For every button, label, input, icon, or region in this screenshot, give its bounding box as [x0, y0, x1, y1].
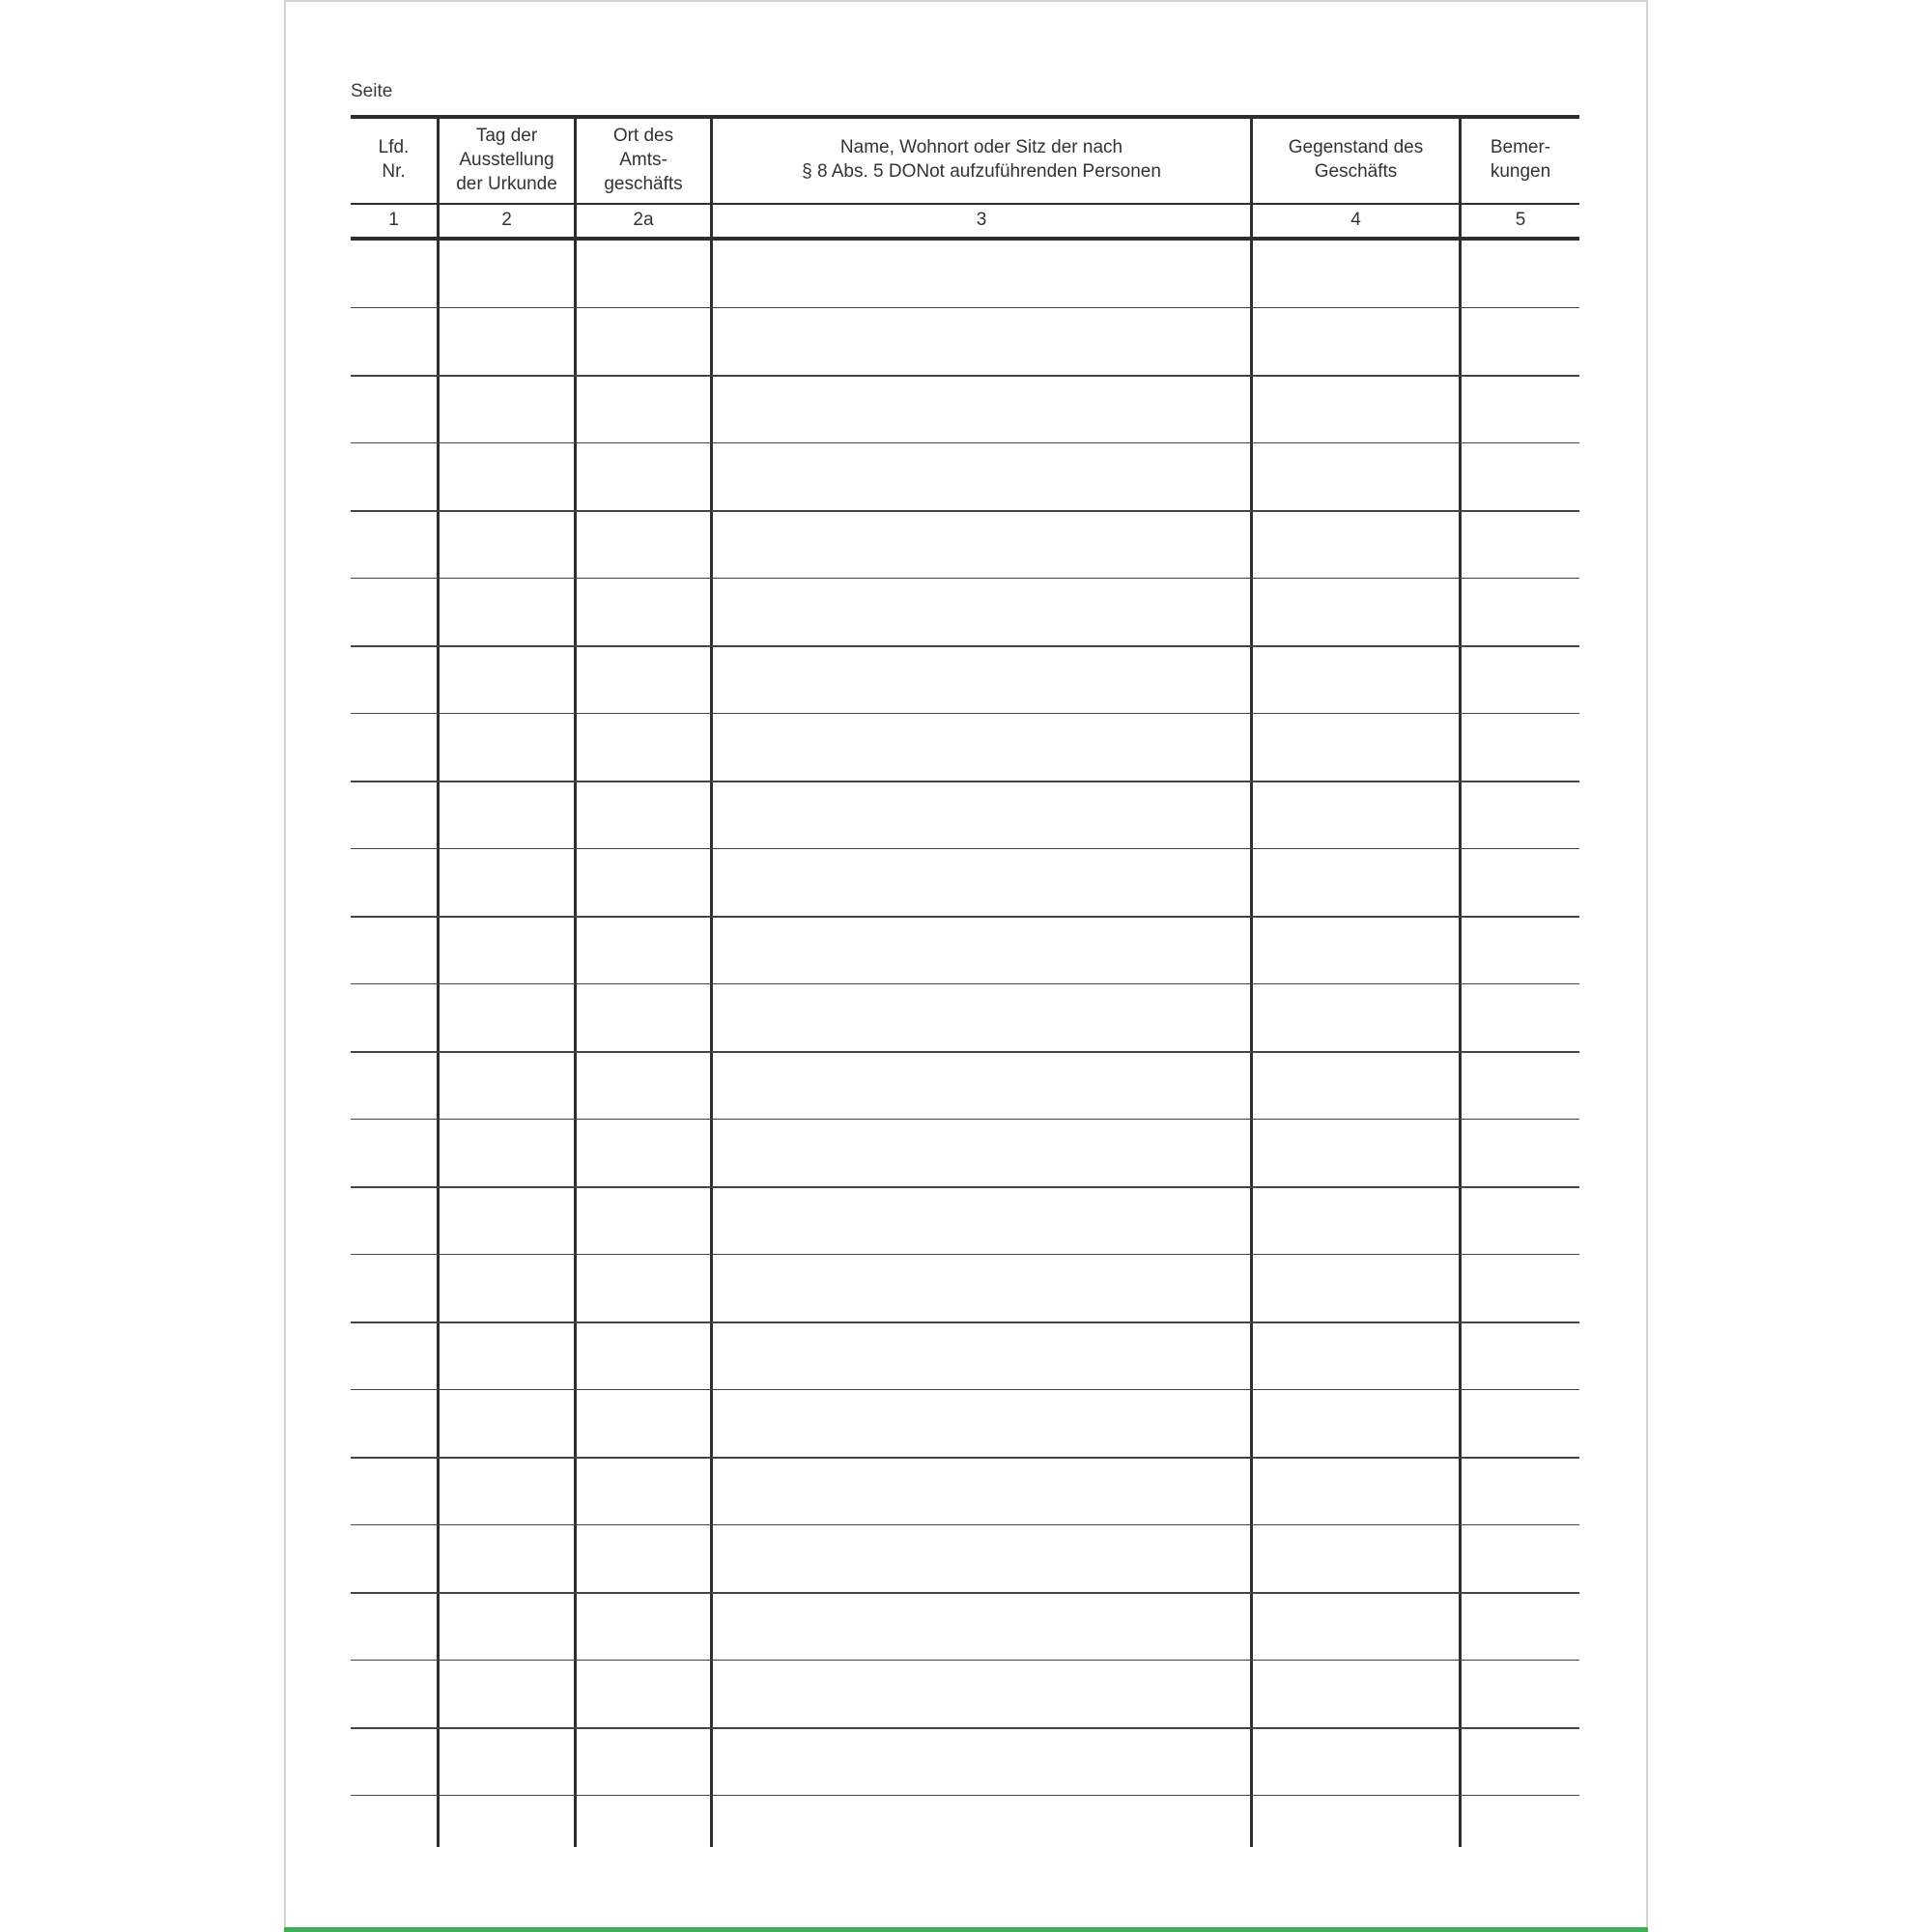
row-separator	[351, 1186, 1579, 1188]
row-separator	[351, 1660, 1579, 1661]
row-separator	[351, 1592, 1579, 1594]
column-number-3: 3	[976, 209, 987, 230]
column-header-bemerkungen: Bemer- kungen	[1490, 137, 1551, 182]
column-header-name-wohnort: Name, Wohnort oder Sitz der nach § 8 Abs. 5 DONot aufzuführenden Personen	[802, 137, 1161, 182]
column-number-2: 2	[501, 209, 512, 230]
row-separator	[351, 1727, 1579, 1729]
column-number-5: 5	[1515, 209, 1526, 230]
register-table	[351, 115, 1579, 1847]
row-separator	[351, 1321, 1579, 1323]
row-separator	[351, 1051, 1579, 1053]
column-number-2a: 2a	[633, 209, 654, 230]
column-number-4: 4	[1350, 209, 1361, 230]
row-separator	[351, 375, 1579, 377]
sheet-edge-accent	[284, 1927, 1648, 1932]
row-separator	[351, 781, 1579, 782]
row-separator	[351, 848, 1579, 849]
row-separator	[351, 916, 1579, 918]
row-separator	[351, 578, 1579, 579]
column-number-1: 1	[388, 209, 399, 230]
column-header-ort-des-amtsgeschaefts: Ort des Amts- geschäfts	[604, 125, 683, 194]
row-separator	[351, 713, 1579, 714]
row-separator	[351, 1254, 1579, 1255]
row-separator	[351, 1389, 1579, 1390]
column-header-lfd-nr: Lfd. Nr.	[378, 137, 410, 182]
row-separator	[351, 983, 1579, 984]
page-label: Seite	[351, 81, 393, 101]
row-separator	[351, 1795, 1579, 1796]
row-separator	[351, 307, 1579, 308]
column-header-gegenstand: Gegenstand des Geschäfts	[1288, 137, 1424, 182]
row-separator	[351, 1524, 1579, 1525]
column-header-tag-der-ausstellung: Tag der Ausstellung der Urkunde	[456, 125, 557, 194]
table-top-rule	[351, 115, 1579, 119]
row-separator	[351, 1119, 1579, 1120]
row-separator	[351, 645, 1579, 647]
row-separator	[351, 442, 1579, 443]
row-separator	[351, 1457, 1579, 1459]
row-separator	[351, 510, 1579, 512]
header-bottom-rule	[351, 237, 1579, 241]
